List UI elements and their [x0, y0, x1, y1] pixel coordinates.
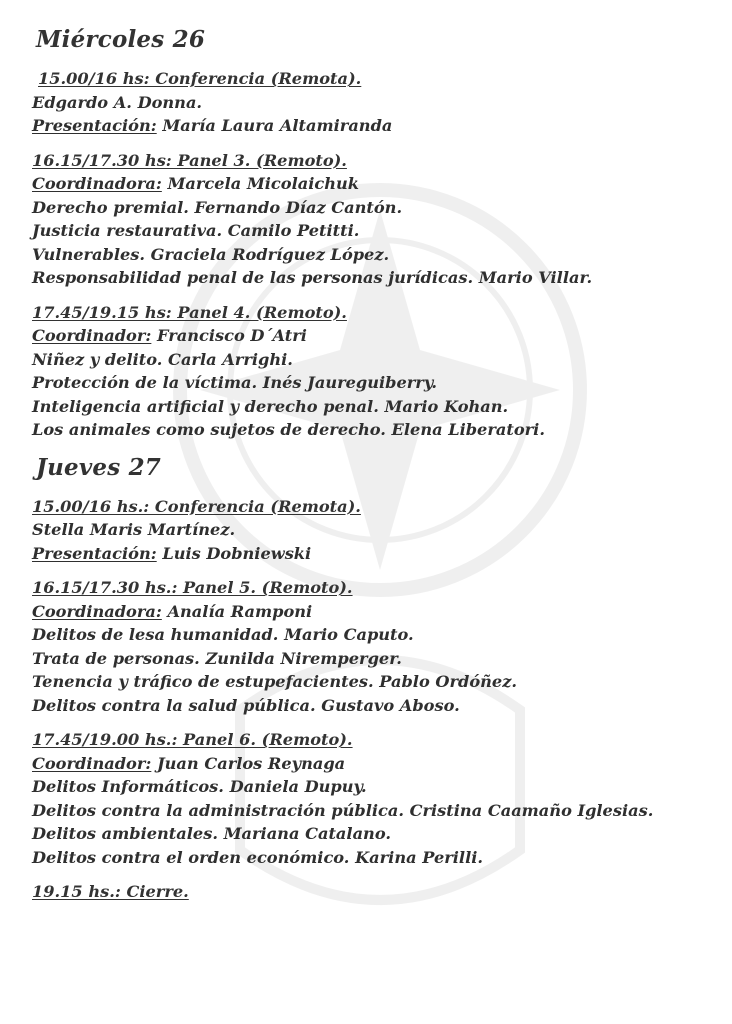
session [32, 301, 712, 442]
role-label: Coordinadora: [32, 174, 162, 193]
session-line: Presentación: María Laura Altamiranda [32, 116, 393, 135]
role-label: Coordinadora: [32, 601, 162, 621]
role-label: Presentación: [32, 116, 157, 135]
session-line: Trata de personas. Zunilda Niremperger. [32, 648, 402, 668]
session-title: 17.45/19.15 hs: Panel 4. (Remoto). [32, 302, 347, 322]
session-line: Coordinadora: Marcela Micolaichuk [32, 174, 359, 193]
session-line: Delitos contra la administración pública. Cristina Caamaño Iglesias. [32, 800, 654, 820]
role-label: Presentación: [32, 543, 157, 563]
session [32, 149, 712, 290]
session-line: Coordinador: Juan Carlos Reynaga [32, 753, 346, 773]
session [32, 576, 712, 717]
session-line: Derecho premial. Fernando Díaz Cantón. [32, 197, 403, 217]
session-line: Delitos de lesa humanidad. Mario Caputo. [32, 625, 414, 644]
day-heading: Jueves 27 [36, 453, 161, 481]
program-page [32, 26, 712, 915]
day-heading: Miércoles 26 [36, 26, 206, 53]
session-title: 19.15 hs.: Cierre. [32, 882, 189, 901]
session-line: Delitos contra el orden económico. Karina Perilli. [32, 847, 484, 867]
session-title: 17.45/19.00 hs.: Panel 6. (Remoto). [32, 730, 353, 749]
session-line: Vulnerables. Graciela Rodríguez López. [32, 244, 390, 264]
session-line: Justicia restaurativa. Camilo Petitti. [32, 221, 360, 240]
session-line: Delitos contra la salud pública. Gustavo Aboso. [32, 695, 460, 715]
session-title: 15.00/16 hs.: Conferencia (Remota). [32, 496, 361, 516]
session-line: Presentación: Luis Dobniewski [32, 543, 312, 563]
session [32, 880, 712, 904]
session-title: 16.15/17.30 hs.: Panel 5. (Remoto). [32, 578, 353, 597]
session-line: Stella Maris Martínez. [32, 520, 236, 539]
session-line: Delitos ambientales. Mariana Catalano. [32, 824, 391, 843]
role-label: Coordinador: [32, 326, 152, 345]
day-thursday [32, 454, 712, 904]
session-line: Coordinadora: Analía Ramponi [32, 601, 313, 621]
session [32, 495, 712, 566]
session-line: Edgardo A. Donna. [32, 92, 203, 112]
session-line: Tenencia y tráfico de estupefacientes. Pablo Ordóñez. [32, 672, 518, 691]
session-line: Delitos Informáticos. Daniela Dupuy. [32, 777, 367, 796]
session-title: 16.15/17.30 hs: Panel 3. (Remoto). [32, 150, 347, 170]
session [32, 728, 712, 869]
session [32, 67, 712, 138]
session-title: 15.00/16 hs: Conferencia (Remota). [38, 69, 362, 88]
role-label: Coordinador: [32, 753, 152, 773]
session-line: Coordinador: Francisco D´Atri [32, 326, 307, 345]
session-line: Protección de la víctima. Inés Jaureguiberry. [32, 373, 438, 392]
session-line: Inteligencia artificial y derecho penal. Mario Kohan. [32, 396, 509, 416]
session-line: Los animales como sujetos de derecho. Elena Liberatori. [32, 420, 545, 439]
session-line: Niñez y delito. Carla Arrighi. [32, 349, 293, 369]
day-wednesday [32, 26, 712, 442]
session-line: Responsabilidad penal de las personas jurídicas. Mario Villar. [32, 268, 593, 287]
